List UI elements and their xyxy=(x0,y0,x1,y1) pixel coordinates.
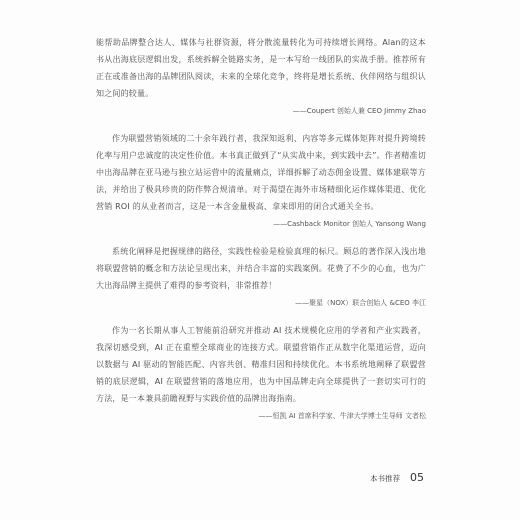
endorsement-coupert xyxy=(96,34,426,117)
endorsement-signature: ——Cashback Monitor 创始人 Yansong Wang xyxy=(273,220,426,228)
page-footer xyxy=(370,471,424,484)
endorsement-ai-scholar xyxy=(96,322,426,422)
endorsement-cashback-monitor xyxy=(96,130,426,230)
endorsement-list xyxy=(96,34,426,435)
endorsement-signature: ——Coupert 创始人兼 CEO Jimmy Zhao xyxy=(292,107,426,115)
page-number: 05 xyxy=(410,471,424,484)
endorsement-paragraph: 作为一名长期从事人工智能前沿研究并推动 AI 技术规模化应用的学者和产业实践者，我深切感受到，AI 正在重塑全球商业的连接方式。联盟营销作正从数字化渠道运营，迈向以数据与 AI 驱动的智能匹配、内容共创、精准归因和持续优化。本书系统地阐释了联盟营销的底层逻辑，AI 在联盟营销的落地应用，也为中国品牌走向全球提供了一套切实可行的方法，是一本兼具前瞻视野与实践价值的品牌出海指南。 xyxy=(96,326,426,403)
endorsement-signature: ——恒凯 AI 首席科学家、牛津大学博士生导师 文者松 xyxy=(258,412,426,420)
endorsement-paragraph: 系统化阐释是把握规律的路径，实践性检验是检验真理的标尺。顾总的著作深入浅出地将联盟营销的概念和方法论呈现出来，并结合丰富的实践案例。花费了不少的心血，也为广大出海品牌主提供了难得的参考资料，非常推荐！ xyxy=(96,247,426,290)
endorsement-signature: ——聚星（NOX）联合创始人 &CEO 李江 xyxy=(295,299,426,307)
footer-section-title: 本书推荐 xyxy=(370,474,400,483)
endorsement-paragraph: 能帮助品牌整合达人、媒体与社群资源，将分散流量转化为可持续增长网络。Alan的这本书从出海底层逻辑出发，系统拆解全链路实务，是一本写给一线团队的实战手册。推荐所有正在或准备出海的品牌团队阅读，未来的全球化竞争，终将是增长系统、伙伴网络与组织认知之间的较量。 xyxy=(96,38,426,98)
endorsement-nox xyxy=(96,243,426,309)
endorsement-paragraph: 作为联盟营销领域的二十余年践行者，我深知返利、内容等多元媒体矩阵对提升跨境转化率与用户忠诚度的决定性价值。本书真正做到了“从实战中来，到实践中去”。作者精准切中出海品牌在亚马逊与独立站运营中的流量痛点，详细拆解了动态佣金设置、媒体建联等方法，并给出了极具珍贵的防作弊合规清单。对于渴望在海外市场精细化运作媒体渠道、优化营销 ROI 的从业者而言，这是一本含金量极高、拿来即用的闭合式通关全书。 xyxy=(96,134,426,211)
